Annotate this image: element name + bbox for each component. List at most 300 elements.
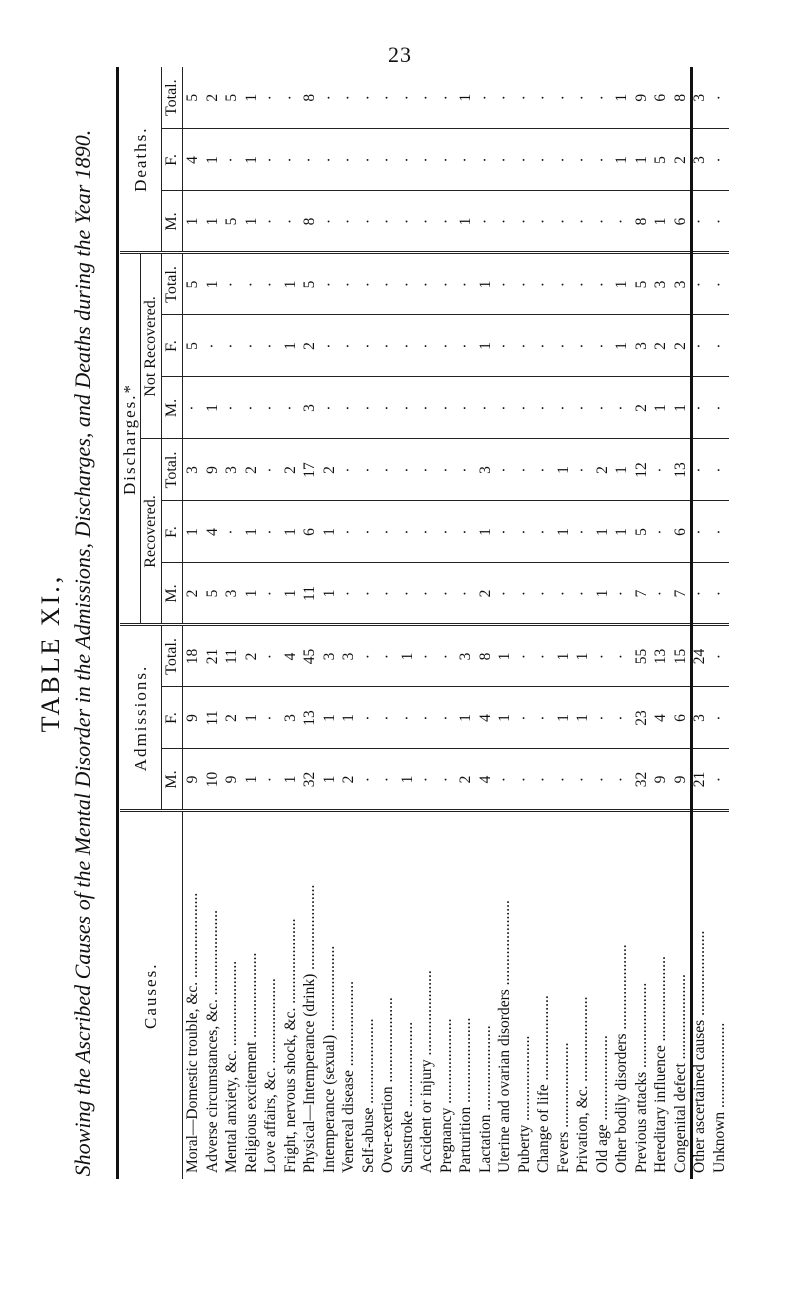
value-cell: 3 — [632, 315, 652, 377]
value-cell: · — [534, 129, 554, 191]
value-cell: 9 — [671, 749, 691, 811]
value-cell: · — [261, 67, 281, 129]
value-cell: · — [261, 253, 281, 315]
value-cell: · — [573, 501, 593, 563]
value-cell: 2 — [242, 625, 262, 687]
table-row — [359, 67, 379, 1179]
value-cell: · — [339, 67, 359, 129]
rec-total-header: Total. — [162, 439, 183, 501]
value-cell: 2 — [222, 687, 242, 749]
value-cell: · — [651, 563, 671, 625]
value-cell: · — [398, 501, 418, 563]
value-cell: · — [261, 749, 281, 811]
value-cell: · — [339, 191, 359, 253]
value-cell: 12 — [632, 439, 652, 501]
value-cell: · — [437, 129, 457, 191]
value-cell: 1 — [242, 749, 262, 811]
table-row — [632, 67, 652, 1179]
value-cell: · — [417, 67, 437, 129]
value-cell: · — [593, 67, 613, 129]
page-number: 23 — [388, 42, 412, 67]
value-cell: · — [593, 687, 613, 749]
value-cell: 1 — [281, 749, 301, 811]
cause-label: Intemperance (sexual) ...................... — [320, 945, 338, 1173]
value-cell: 3 — [690, 687, 710, 749]
value-cell: 1 — [612, 67, 632, 129]
value-cell: · — [378, 67, 398, 129]
adm-total-header: Total. — [162, 625, 183, 687]
value-cell: · — [359, 315, 379, 377]
cause-label: Physical—Intemperance (drink) ...................... — [301, 884, 318, 1173]
value-cell: · — [359, 501, 379, 563]
value-cell: · — [612, 563, 632, 625]
value-cell: · — [495, 563, 515, 625]
value-cell: 1 — [671, 377, 691, 439]
value-cell: · — [281, 377, 301, 439]
value-cell: 1 — [495, 687, 515, 749]
value-cell: 2 — [339, 749, 359, 811]
value-cell: 2 — [300, 315, 320, 377]
value-cell: 2 — [632, 377, 652, 439]
value-cell: · — [495, 439, 515, 501]
value-cell: · — [183, 377, 203, 439]
value-cell: 1 — [203, 129, 223, 191]
value-cell: 5 — [183, 67, 203, 129]
value-cell: 1 — [554, 687, 574, 749]
value-cell: 5 — [183, 315, 203, 377]
deaths-f-header: F. — [162, 129, 183, 191]
value-cell: · — [690, 501, 710, 563]
value-cell: · — [456, 129, 476, 191]
value-cell: · — [515, 439, 535, 501]
deaths-header: Deaths. — [120, 67, 162, 253]
value-cell: 1 — [651, 377, 671, 439]
value-cell: · — [554, 315, 574, 377]
value-cell: · — [651, 501, 671, 563]
value-cell: · — [378, 749, 398, 811]
table-title: TABLE XI., — [36, 573, 65, 733]
value-cell: · — [320, 253, 340, 315]
value-cell: 1 — [476, 501, 496, 563]
value-cell: · — [573, 67, 593, 129]
value-cell: 2 — [671, 315, 691, 377]
discharges-header: Discharges.* — [120, 253, 141, 625]
value-cell: · — [398, 687, 418, 749]
value-cell: · — [222, 253, 242, 315]
value-cell: · — [398, 377, 418, 439]
value-cell: · — [437, 749, 457, 811]
value-cell: · — [378, 687, 398, 749]
value-cell: 6 — [300, 501, 320, 563]
value-cell: · — [710, 315, 730, 377]
value-cell: · — [320, 191, 340, 253]
value-cell: 9 — [183, 687, 203, 749]
value-cell: 9 — [632, 67, 652, 129]
value-cell: · — [242, 377, 262, 439]
value-cell: · — [612, 625, 632, 687]
value-cell: · — [495, 377, 515, 439]
value-cell: 4 — [476, 687, 496, 749]
deaths-m-header: M. — [162, 191, 183, 253]
value-cell: 1 — [339, 687, 359, 749]
value-cell: · — [710, 625, 730, 687]
value-cell: 6 — [651, 67, 671, 129]
value-cell: · — [690, 191, 710, 253]
value-cell: 1 — [573, 625, 593, 687]
value-cell: · — [515, 687, 535, 749]
table-row — [593, 67, 613, 1179]
value-cell: · — [417, 501, 437, 563]
value-cell: · — [573, 749, 593, 811]
value-cell: 1 — [183, 501, 203, 563]
value-cell: · — [534, 563, 554, 625]
value-cell: · — [437, 439, 457, 501]
value-cell: 1 — [651, 191, 671, 253]
value-cell: · — [437, 191, 457, 253]
value-cell: · — [339, 563, 359, 625]
value-cell: 4 — [651, 687, 671, 749]
value-cell: · — [612, 377, 632, 439]
value-cell: · — [359, 439, 379, 501]
value-cell: · — [378, 253, 398, 315]
cause-label: Change of life ...................... — [535, 995, 552, 1173]
cause-label: Unknown ...................... — [710, 1022, 728, 1173]
value-cell: 1 — [476, 253, 496, 315]
table-row — [320, 67, 340, 1179]
value-cell: · — [573, 377, 593, 439]
value-cell: 1 — [398, 625, 418, 687]
table-row — [573, 67, 593, 1179]
table-row — [534, 67, 554, 1179]
value-cell: 2 — [183, 563, 203, 625]
value-cell: 6 — [671, 191, 691, 253]
value-cell: · — [378, 315, 398, 377]
value-cell: 1 — [476, 315, 496, 377]
value-cell: · — [534, 315, 554, 377]
cause-label: Sunstroke ...................... — [398, 1021, 416, 1173]
value-cell: · — [320, 315, 340, 377]
value-cell: · — [242, 315, 262, 377]
value-cell: · — [222, 501, 242, 563]
cause-label: Religious excitement ...................... — [242, 952, 260, 1173]
value-cell: 15 — [671, 625, 691, 687]
table-row — [261, 67, 281, 1179]
value-cell: · — [573, 129, 593, 191]
cause-label: Uterine and ovarian disorders ...................... — [496, 900, 513, 1173]
value-cell: · — [359, 625, 379, 687]
value-cell: 1 — [554, 439, 574, 501]
value-cell: · — [339, 439, 359, 501]
value-cell: 9 — [222, 749, 242, 811]
value-cell: 1 — [456, 67, 476, 129]
cause-label: Over-exertion ...................... — [379, 997, 396, 1173]
table-row — [710, 67, 730, 1179]
cause-label: Lactation ...................... — [476, 1025, 494, 1173]
value-cell: · — [690, 253, 710, 315]
value-cell: 1 — [183, 191, 203, 253]
value-cell: · — [437, 253, 457, 315]
value-cell: · — [554, 191, 574, 253]
value-cell: · — [593, 749, 613, 811]
cause-label: Venereal disease ...................... — [340, 981, 357, 1173]
value-cell: · — [456, 501, 476, 563]
value-cell: · — [495, 501, 515, 563]
value-cell: · — [417, 687, 437, 749]
value-cell: 18 — [183, 625, 203, 687]
value-cell: · — [690, 439, 710, 501]
value-cell: 3 — [320, 625, 340, 687]
adm-m-header: M. — [162, 749, 183, 811]
table-row — [281, 67, 301, 1179]
value-cell: · — [573, 315, 593, 377]
value-cell: 2 — [242, 439, 262, 501]
cause-label: Self-abuse ...................... — [359, 1018, 377, 1173]
value-cell: 3 — [671, 253, 691, 315]
value-cell: 5 — [300, 253, 320, 315]
causes-table — [120, 67, 729, 1179]
table-body — [183, 67, 730, 1179]
cause-label: Accident or injury ...................... — [418, 970, 435, 1173]
value-cell: 1 — [242, 129, 262, 191]
value-cell: 32 — [300, 749, 320, 811]
value-cell: · — [378, 501, 398, 563]
value-cell: · — [456, 315, 476, 377]
value-cell: · — [554, 749, 574, 811]
value-cell: · — [339, 377, 359, 439]
value-cell: 45 — [300, 625, 320, 687]
value-cell: 1 — [320, 687, 340, 749]
value-cell: · — [593, 377, 613, 439]
causes-header: Causes. — [120, 811, 183, 1179]
value-cell: · — [456, 253, 476, 315]
value-cell: · — [573, 253, 593, 315]
table-row — [495, 67, 515, 1179]
value-cell: · — [378, 625, 398, 687]
value-cell: 1 — [495, 625, 515, 687]
value-cell: 1 — [242, 501, 262, 563]
value-cell: 10 — [203, 749, 223, 811]
value-cell: · — [398, 253, 418, 315]
value-cell: · — [339, 315, 359, 377]
value-cell: · — [281, 191, 301, 253]
value-cell: 1 — [242, 67, 262, 129]
value-cell: 23 — [632, 687, 652, 749]
value-cell: · — [515, 749, 535, 811]
table-row — [417, 67, 437, 1179]
value-cell: · — [456, 563, 476, 625]
value-cell: · — [515, 253, 535, 315]
value-cell: 11 — [203, 687, 223, 749]
table-row — [300, 67, 320, 1179]
value-cell: · — [534, 191, 554, 253]
value-cell: · — [651, 439, 671, 501]
value-cell: 1 — [612, 501, 632, 563]
value-cell: 1 — [456, 191, 476, 253]
value-cell: · — [476, 129, 496, 191]
value-cell: · — [437, 315, 457, 377]
value-cell: 2 — [476, 563, 496, 625]
value-cell: · — [710, 439, 730, 501]
value-cell: · — [476, 191, 496, 253]
table-row — [476, 67, 496, 1179]
table-row — [339, 67, 359, 1179]
value-cell: · — [573, 439, 593, 501]
value-cell: 2 — [671, 129, 691, 191]
value-cell: 5 — [651, 129, 671, 191]
value-cell: 1 — [456, 687, 476, 749]
cause-label: Moral—Domestic trouble, &c. ...................... — [184, 892, 201, 1173]
value-cell: · — [437, 563, 457, 625]
value-cell: · — [437, 67, 457, 129]
value-cell: · — [359, 377, 379, 439]
value-cell: 13 — [300, 687, 320, 749]
value-cell: 1 — [320, 501, 340, 563]
cause-label: Hereditary influence ...................... — [652, 956, 669, 1173]
value-cell: · — [378, 563, 398, 625]
value-cell: 7 — [671, 563, 691, 625]
value-cell: 4 — [183, 129, 203, 191]
value-cell: · — [320, 67, 340, 129]
value-cell: · — [417, 563, 437, 625]
value-cell: 3 — [476, 439, 496, 501]
value-cell: · — [515, 377, 535, 439]
cause-label: Privation, &c. ...................... — [574, 996, 591, 1173]
value-cell: 11 — [222, 625, 242, 687]
value-cell: 1 — [612, 439, 632, 501]
value-cell: · — [495, 191, 515, 253]
value-cell: · — [242, 253, 262, 315]
value-cell: · — [495, 253, 515, 315]
value-cell: 1 — [573, 687, 593, 749]
value-cell: · — [359, 129, 379, 191]
value-cell: · — [437, 625, 457, 687]
value-cell: 1 — [554, 625, 574, 687]
value-cell: · — [593, 315, 613, 377]
value-cell: 3 — [690, 129, 710, 191]
value-cell: · — [710, 687, 730, 749]
value-cell: · — [398, 191, 418, 253]
value-cell: 3 — [651, 253, 671, 315]
value-cell: 17 — [300, 439, 320, 501]
value-cell: · — [398, 67, 418, 129]
value-cell: · — [261, 625, 281, 687]
value-cell: · — [359, 253, 379, 315]
adm-f-header: F. — [162, 687, 183, 749]
value-cell: · — [398, 129, 418, 191]
value-cell: · — [222, 315, 242, 377]
value-cell: 9 — [203, 439, 223, 501]
value-cell: 5 — [183, 253, 203, 315]
value-cell: 2 — [651, 315, 671, 377]
value-cell: · — [690, 563, 710, 625]
value-cell: 3 — [456, 625, 476, 687]
value-cell: · — [281, 129, 301, 191]
value-cell: 5 — [203, 563, 223, 625]
value-cell: 5 — [632, 501, 652, 563]
value-cell: · — [339, 501, 359, 563]
table-row — [378, 67, 398, 1179]
value-cell: 1 — [242, 191, 262, 253]
rec-m-header: M. — [162, 563, 183, 625]
value-cell: · — [554, 563, 574, 625]
value-cell: · — [300, 129, 320, 191]
cause-label: Previous attacks ...................... — [632, 982, 650, 1173]
value-cell: · — [320, 377, 340, 439]
cause-label: Other bodily disorders ...................... — [613, 944, 630, 1173]
value-cell: · — [534, 377, 554, 439]
value-cell: · — [378, 439, 398, 501]
value-cell: 24 — [690, 625, 710, 687]
table-row — [554, 67, 574, 1179]
value-cell: · — [261, 129, 281, 191]
value-cell: · — [593, 253, 613, 315]
value-cell: · — [417, 377, 437, 439]
value-cell: · — [398, 563, 418, 625]
value-cell: 5 — [222, 191, 242, 253]
value-cell: 1 — [320, 563, 340, 625]
value-cell: · — [417, 129, 437, 191]
value-cell: · — [690, 377, 710, 439]
value-cell: · — [417, 749, 437, 811]
value-cell: 1 — [203, 377, 223, 439]
value-cell: · — [515, 625, 535, 687]
value-cell: 8 — [300, 191, 320, 253]
value-cell: 1 — [203, 191, 223, 253]
value-cell: · — [437, 377, 457, 439]
value-cell: 9 — [651, 749, 671, 811]
value-cell: · — [359, 687, 379, 749]
value-cell: · — [437, 687, 457, 749]
value-cell: · — [261, 439, 281, 501]
value-cell: 6 — [671, 501, 691, 563]
value-cell: · — [593, 191, 613, 253]
notrec-total-header: Total. — [162, 253, 183, 315]
value-cell: 4 — [281, 625, 301, 687]
value-cell: · — [593, 625, 613, 687]
value-cell: 7 — [632, 563, 652, 625]
value-cell: 2 — [456, 749, 476, 811]
value-cell: 1 — [242, 687, 262, 749]
value-cell: · — [534, 67, 554, 129]
value-cell: · — [495, 749, 515, 811]
value-cell: · — [515, 129, 535, 191]
value-cell: 55 — [632, 625, 652, 687]
value-cell: · — [710, 563, 730, 625]
value-cell: · — [534, 687, 554, 749]
value-cell: · — [417, 315, 437, 377]
value-cell: · — [515, 67, 535, 129]
value-cell: 1 — [281, 253, 301, 315]
value-cell: 3 — [183, 439, 203, 501]
value-cell: · — [261, 501, 281, 563]
value-cell: · — [690, 315, 710, 377]
value-cell: · — [534, 501, 554, 563]
value-cell: 13 — [651, 625, 671, 687]
value-cell: · — [495, 129, 515, 191]
value-cell: · — [710, 129, 730, 191]
value-cell: · — [495, 67, 515, 129]
value-cell: · — [261, 377, 281, 439]
table-row — [651, 67, 671, 1179]
value-cell: 2 — [281, 439, 301, 501]
value-cell: · — [573, 191, 593, 253]
table-row — [456, 67, 476, 1179]
cause-label: Parturition ...................... — [457, 1017, 474, 1173]
cause-label: Puberty ...................... — [515, 1035, 533, 1173]
value-cell: 8 — [671, 67, 691, 129]
value-cell: · — [456, 439, 476, 501]
value-cell: · — [359, 563, 379, 625]
